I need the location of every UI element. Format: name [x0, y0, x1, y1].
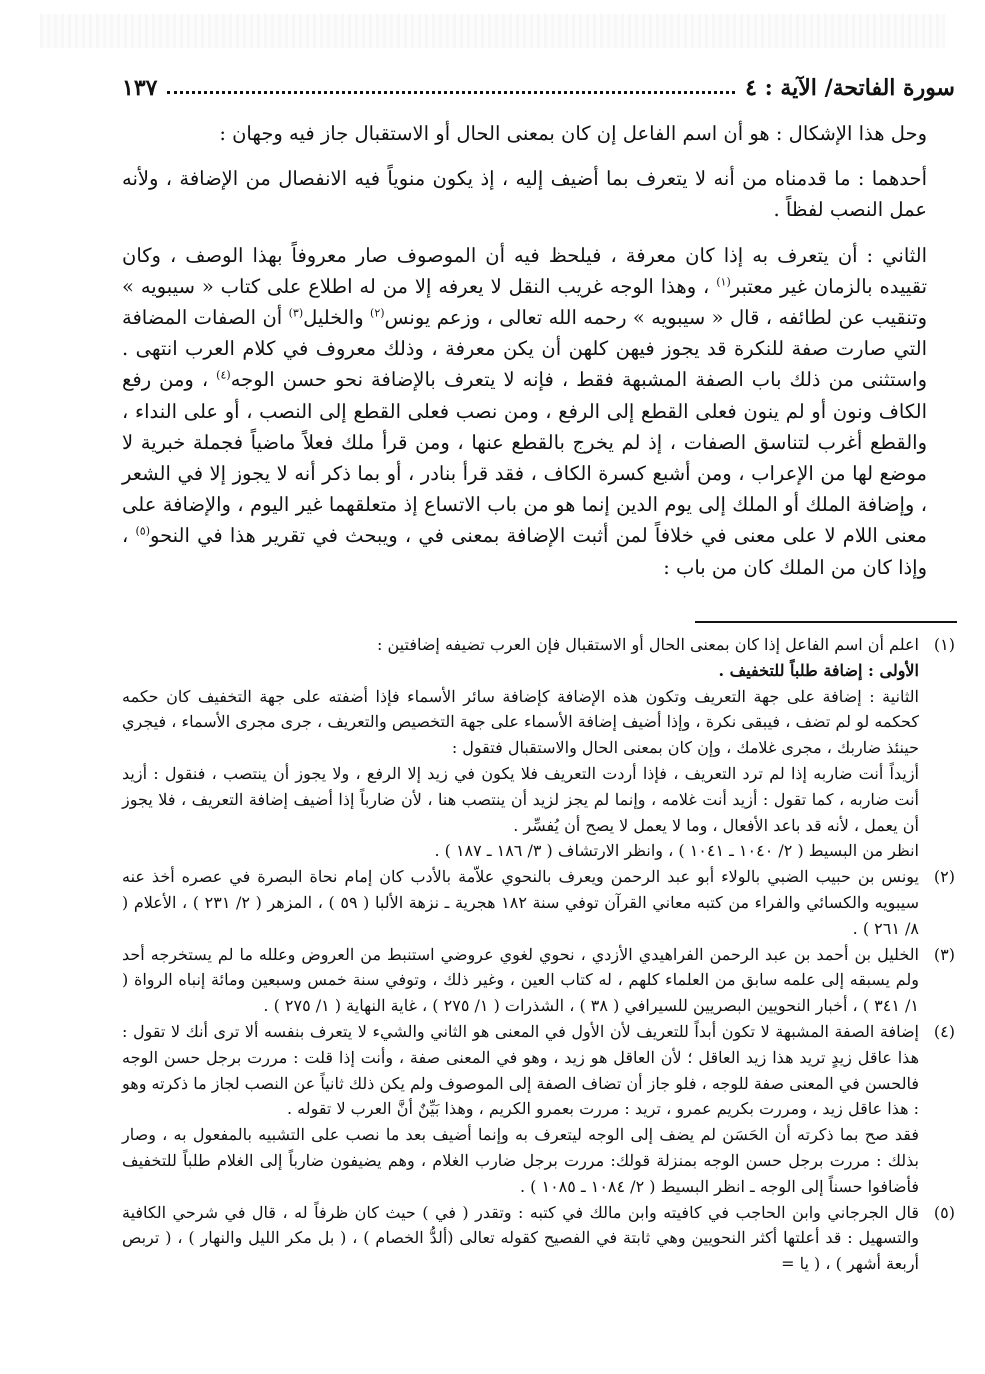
running-header: [122, 70, 955, 106]
footnote-4: [122, 1019, 955, 1200]
footnote-ref-1[interactable]: (١): [716, 275, 731, 289]
main-text: [122, 118, 955, 583]
footnote-line: الخليل بن أحمد بن عبد الرحمن الفراهيدي الأزدي ، نحوي لغوي عروضي استنبط من العروض وعلله ما لم يستخرجه أحد ولم يسبقه إلى علمه سابق من العلماء كلهم ، له كتاب العين ، وغير ذلك ، وتوفي سنة خمس وسبعين ومائة إنباه الرواة ( ١/ ٣٤١ ) ، أخبار النحويين البصريين للسيرافي ( ٣٨ ) ، الشذرات ( ١/ ٢٧٥ ) ، غاية النهاية ( ١/ ٢٧٥ ) .: [122, 944, 919, 1016]
footnote-number: (٥): [933, 1202, 955, 1222]
paragraph-3-part-f: ، وإذا كان من الملك كان من باب :: [122, 524, 927, 579]
footnote-line: اعلم أن اسم الفاعل إذا كان بمعنى الحال أو الاستقبال فإن العرب تضيفه إضافتين :: [377, 635, 919, 654]
footnote-number: (٤): [933, 1021, 955, 1041]
paragraph-3-part-d: أن الصفات المضافة التي صارت صفة للنكرة قد يجوز فيهن كلهن أن يكن معرفة ، وذلك معروف في كلام العرب انتهى . واستثنى من ذلك باب الصفة المشبهة فقط ، فإنه لا يتعرف بالإضافة نحو حسن الوجه: [122, 306, 928, 392]
scan-noise: [40, 14, 945, 48]
footnote-5: [122, 1200, 955, 1277]
footnote-2: [122, 864, 955, 941]
footnote-ref-3[interactable]: (٣): [288, 306, 304, 320]
footnote-ref-2[interactable]: (٢): [370, 306, 385, 320]
footnote-line: يونس بن حبيب الضبي بالولاء أبو عبد الرحمن ويعرف بالنحوي علاّمة بالأدب كان إمام نحاة البصرة في عصره أخذ عنه سيبويه والكسائي والفراء من كتبه معاني القرآن توفي سنة ١٨٢ هجرية ـ نزهة الألبا ( ٥٩ ) ، المزهر ( ٢/ ٢٣١ ) ، الأعلام ( ٨/ ٢٦١ ) .: [122, 867, 920, 938]
footnote-ref-5[interactable]: (٥): [135, 524, 151, 538]
footnote-separator: [695, 621, 957, 623]
footnotes: [122, 632, 955, 1277]
footnote-line: إضافة الصفة المشبهة لا تكون أبداً للتعريف لأن الأول في المعنى هو الثاني والشيء لا يتعرف بنفسه ألا ترى أنك لا تقول : هذا عاقل زيدٍ تريد هذا زيد العاقل ؛ لأن العاقل هو زيد ، وهو في المعنى صفة ، وأنت إذا قلت : مررت برجل حسن الوجه فالحسن في المعنى صفة للوجه ، فلو جاز أن تضاف الصفة إلى الموصوف ولم يكن ذلك ثانياً عن النصب لجاز ما ذكرته وهو : هذا عاقل زيد ، ومررت بكريم عمرو ، تريد : مررت بعمرو الكريم ، وهذا بَيِّنٌ أنَّ العرب لا تقوله .: [122, 1021, 920, 1119]
footnote-line: انظر من البسيط ( ٢/ ١٠٤٠ ـ ١٠٤١ ) ، وانظر الارتشاف ( ٣/ ١٨٦ ـ ١٨٧ ) .: [434, 841, 919, 861]
paragraph-3: [122, 240, 955, 583]
page-number: ١٣٧: [122, 75, 158, 101]
paragraph-1: وحل هذا الإشكال : هو أن اسم الفاعل إن كان بمعنى الحال أو الاستقبال جاز فيه وجهان :: [219, 122, 927, 145]
footnote-3: [122, 942, 955, 1019]
footnote-line: الأولى : إضافة طلباً للتخفيف .: [718, 660, 919, 680]
footnote-line: قال الجرجاني وابن الحاجب في كافيته وابن مالك في كتبه : وتقدر ( في ) حيث كان ظرفاً له ، قال في شرحي الكافية والتسهيل : قد أعلتها أكثر النحويين وهي ثابتة في الفصيح كقوله تعالى (ألدُّ الخصام ) ، ( بل مكر الليل والنهار ) ، ( تربص أربعة أشهر ) ، ( يا =: [122, 1202, 919, 1274]
footnote-line: أزيداً أنت ضاربه إذا لم ترد التعريف ، فإذا أردت التعريف فلا يكون في زيد إلا الرفع ، ولا يجوز أن ينتصب ، فنقول : أزيد أنت ضاربه ، كما تقول : أزيد أنت غلامه ، وإنما لم يجز لزيد أن ينتصب هنا ، لأن ضارباً إذا أضيف إضافة التعريف ، فلا يجوز أن يعمل ، لأنه قد باعد الأفعال ، وما لا يعمل لا يصح أن يُفسِّر .: [122, 763, 919, 835]
leader-dots: [167, 91, 735, 94]
footnote-number: (١): [933, 635, 955, 654]
footnote-line: الثانية : إضافة على جهة التعريف وتكون هذه الإضافة كإضافة سائر الأسماء فإذا أضفته على جهة التخفيف كان حكمه كحكمه لو لم تضف ، فيبقى نكرة ، وإذا أضيف إضافة الأسماء على جهة التخصيص والتعريف ، جرى مجرى الأسماء ، فيجري حينئذ ضاربك ، مجرى غلامك ، وإن كان بمعنى الحال والاستقبال فتقول :: [122, 686, 919, 758]
footnote-number: (٣): [933, 944, 955, 964]
paragraph-2: أحدهما : ما قدمناه من أنه لا يتعرف بما أضيف إليه ، إذ يكون منوياً فيه الانفصال من الإضافة ، ولأنه عمل النصب لفظاً .: [122, 167, 927, 222]
footnote-1: [122, 632, 955, 864]
surah-title: سورة الفاتحة/ الآية : ٤: [745, 75, 955, 101]
footnote-line: فقد صح بما ذكرته أن الحَسَن لم يضف إلى الوجه ليتعرف به وإنما أضيف بعد ما نصب على التشبيه بالمفعول به ، وصار بذلك : مررت برجل حسن الوجه بمنزلة قولك: مررت برجل ضارب الغلام ، وهم يضيفون ضارباً إلى الغلام طلباً للتخفيف فأضافوا حسناً إلى الوجه ـ انظر البسيط ( ٢/ ١٠٨٤ ـ ١٠٨٥ ) .: [122, 1125, 919, 1196]
paragraph-3-part-e: ، ومن رفع الكاف ونون أو لم ينون فعلى القطع إلى الرفع ، ومن نصب فعلى القطع إلى النصب ، أو على النداء ، والقطع أغرب لتناسق الصفات ، إذ لم يخرج بالقطع عنها ، ومن قرأ ملك فعلاً ماضياً فجملة خبرية لا موضع لها من الإعراب ، ومن أشبع كسرة الكاف ، فقد قرأ بنادر ، أو بما ذكر أنه لا يجوز إلا في الشعر ، وإضافة الملك أو الملك إلى يوم الدين إنما هو من باب الاتساع إذ متعلقهما غير اليوم ، والإضافة على معنى اللام لا على معنى في خلافاً لمن أثبت الإضافة بمعنى في ، ويبحث في تقرير هذا في النحو: [122, 368, 928, 548]
footnote-number: (٢): [933, 867, 955, 887]
paragraph-3-part-c: والخليل: [303, 306, 364, 330]
paragraph-3-part-a: الثاني : أن يتعرف به إذا كان معرفة ، فيلحظ فيه أن الموصوف صار معروفاً بهذا الوصف ، وكان تقييده بالزمان غير معتبر: [122, 243, 928, 298]
footnote-ref-4[interactable]: (٤): [216, 368, 231, 382]
paragraph-3-part-b: ، وهذا الوجه غريب النقل لا يعرفه إلا من له اطلاع على كتاب « سيبويه » وتنقيب عن لطائفه ، قال « سيبويه » رحمه الله تعالى ، وزعم يونس: [122, 274, 928, 330]
